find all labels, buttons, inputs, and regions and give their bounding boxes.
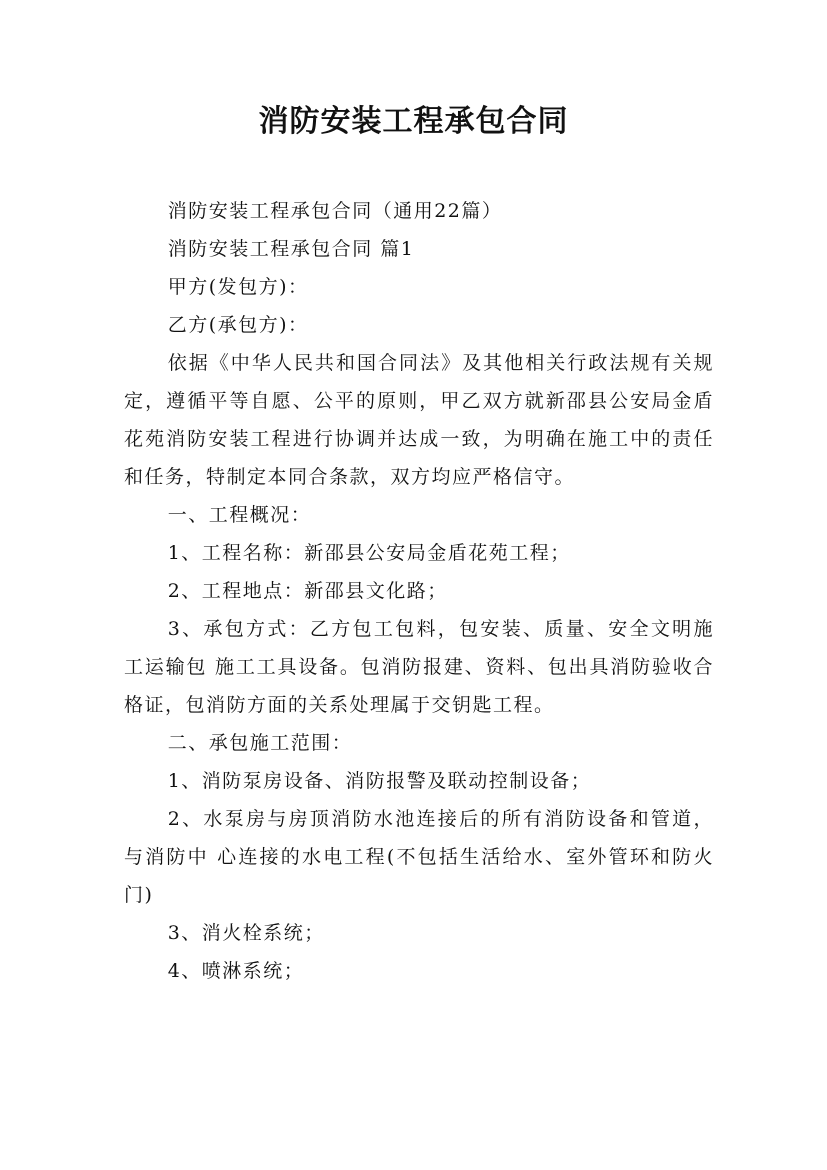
paragraph-project-location: 2、工程地点：新邵县文化路；	[167, 580, 448, 602]
paragraph-heading-overview: 一、工程概况：	[167, 504, 312, 526]
paragraph-heading-scope: 二、承包施工范围：	[167, 732, 353, 754]
paragraph-section-heading: 消防安装工程承包合同 篇1	[167, 238, 415, 260]
paragraph-preamble: 依据《中华人民共和国合同法》及其他相关行政法规有关规定，遵循平等自愿、公平的原则，甲乙双方就新邵县公安局金盾花苑消防安装工程进行协调并达成一致，为明确在施工中的责任和任务，特制定本同合条款，双方均应严格信守。	[124, 352, 714, 488]
document-body	[124, 192, 714, 990]
paragraph-contract-method: 3、承包方式：乙方包工包料，包安装、质量、安全文明施工运输包 施工工具设备。包消防报建、资料、包出具消防验收合格证，包消防方面的关系处理属于交钥匙工程。	[124, 618, 714, 716]
document-title: 消防安装工程承包合同	[258, 104, 569, 139]
paragraph-scope-2: 2、水泵房与房顶消防水池连接后的所有消防设备和管道，与消防中 心连接的水电工程(不包括生活给水、室外管环和防火门)	[124, 808, 714, 906]
paragraph-scope-3: 3、消火栓系统；	[167, 922, 325, 944]
paragraph-project-name: 1、工程名称：新邵县公安局金盾花苑工程；	[167, 542, 571, 564]
paragraph-party-a: 甲方(发包方)：	[167, 276, 309, 298]
paragraph-subtitle: 消防安装工程承包合同（通用22篇）	[167, 200, 503, 222]
paragraph-scope-4: 4、喷淋系统；	[167, 960, 305, 982]
paragraph-scope-1: 1、消防泵房设备、消防报警及联动控制设备；	[167, 770, 592, 792]
paragraph-party-b: 乙方(承包方)：	[167, 314, 309, 336]
